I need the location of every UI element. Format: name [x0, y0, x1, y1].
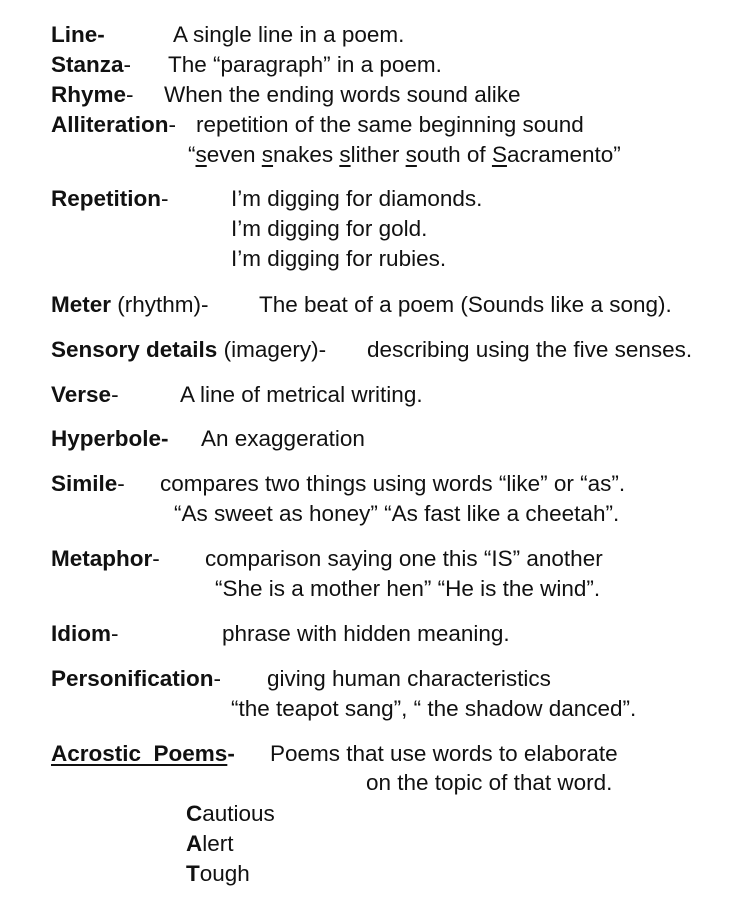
term-label: Stanza: [51, 52, 124, 77]
term-line: Line-: [51, 22, 105, 47]
term-label: Personification: [51, 666, 214, 691]
definition-acrostic-line-1: Poems that use words to elaborate: [270, 741, 618, 766]
term-sensory-details: Sensory details (imagery)-: [51, 337, 327, 362]
definition-acrostic-line-2: on the topic of that word.: [366, 770, 613, 795]
repetition-line-3: I’m digging for rubies.: [231, 246, 447, 271]
term-label: Hyperbole-: [51, 426, 169, 451]
term-idiom: Idiom-: [51, 621, 119, 646]
definition-rhyme: When the ending words sound alike: [164, 82, 521, 107]
term-label: Simile: [51, 471, 118, 496]
term-personification: Personification-: [51, 666, 222, 691]
definition-metaphor: comparison saying one this “IS” another: [205, 546, 603, 571]
term-hyperbole: [51, 424, 169, 454]
alliteration-example: “seven snakes slither south of Sacramento”: [188, 142, 621, 167]
term-label: Line: [51, 22, 98, 47]
definition-sensory-details: describing using the five senses.: [367, 337, 693, 362]
simile-example: “As sweet as honey” “As fast like a cheetah”.: [174, 501, 620, 526]
term-verse: Verse-: [51, 382, 119, 407]
term-label: Repetition: [51, 186, 161, 211]
term-label: Sensory details: [51, 337, 218, 362]
term-meter: Meter (rhythm)-: [51, 292, 209, 317]
term-label: Acrostic Poems: [51, 741, 228, 766]
acrostic-word-3: Tough: [186, 861, 250, 886]
definition-verse: A line of metrical writing.: [180, 382, 423, 407]
term-acrostic-poems: Acrostic Poems-: [51, 741, 235, 766]
term-alliteration: Alliteration-: [51, 112, 177, 137]
term-metaphor: Metaphor-: [51, 546, 160, 571]
definition-line: A single line in a poem.: [173, 22, 405, 47]
term-label: Meter: [51, 292, 112, 317]
definition-simile: compares two things using words “like” or “as”.: [160, 471, 626, 496]
term-repetition: Repetition-: [51, 186, 169, 211]
repetition-line-2: I’m digging for gold.: [231, 216, 428, 241]
definition-hyperbole: An exaggeration: [201, 426, 365, 451]
term-stanza: Stanza-: [51, 52, 132, 77]
term-label: Metaphor: [51, 546, 153, 571]
metaphor-example: “She is a mother hen” “He is the wind”.: [215, 576, 601, 601]
term-label: Rhyme: [51, 82, 127, 107]
term-rhyme: Rhyme-: [51, 82, 134, 107]
personification-example: “the teapot sang”, “ the shadow danced”.: [231, 696, 637, 721]
term-simile: Simile-: [51, 471, 125, 496]
definition-alliteration: repetition of the same beginning sound: [196, 112, 584, 137]
term-label: Alliteration: [51, 112, 169, 137]
definition-idiom: phrase with hidden meaning.: [222, 621, 510, 646]
definition-personification: giving human characteristics: [267, 666, 551, 691]
repetition-line-1: I’m digging for diamonds.: [231, 186, 483, 211]
term-label: Verse: [51, 382, 112, 407]
acrostic-word-2: Alert: [186, 831, 234, 856]
acrostic-word-1: Cautious: [186, 801, 275, 826]
definition-stanza: The “paragraph” in a poem.: [168, 52, 442, 77]
term-label: Idiom: [51, 621, 111, 646]
definition-meter: The beat of a poem (Sounds like a song).: [259, 292, 672, 317]
